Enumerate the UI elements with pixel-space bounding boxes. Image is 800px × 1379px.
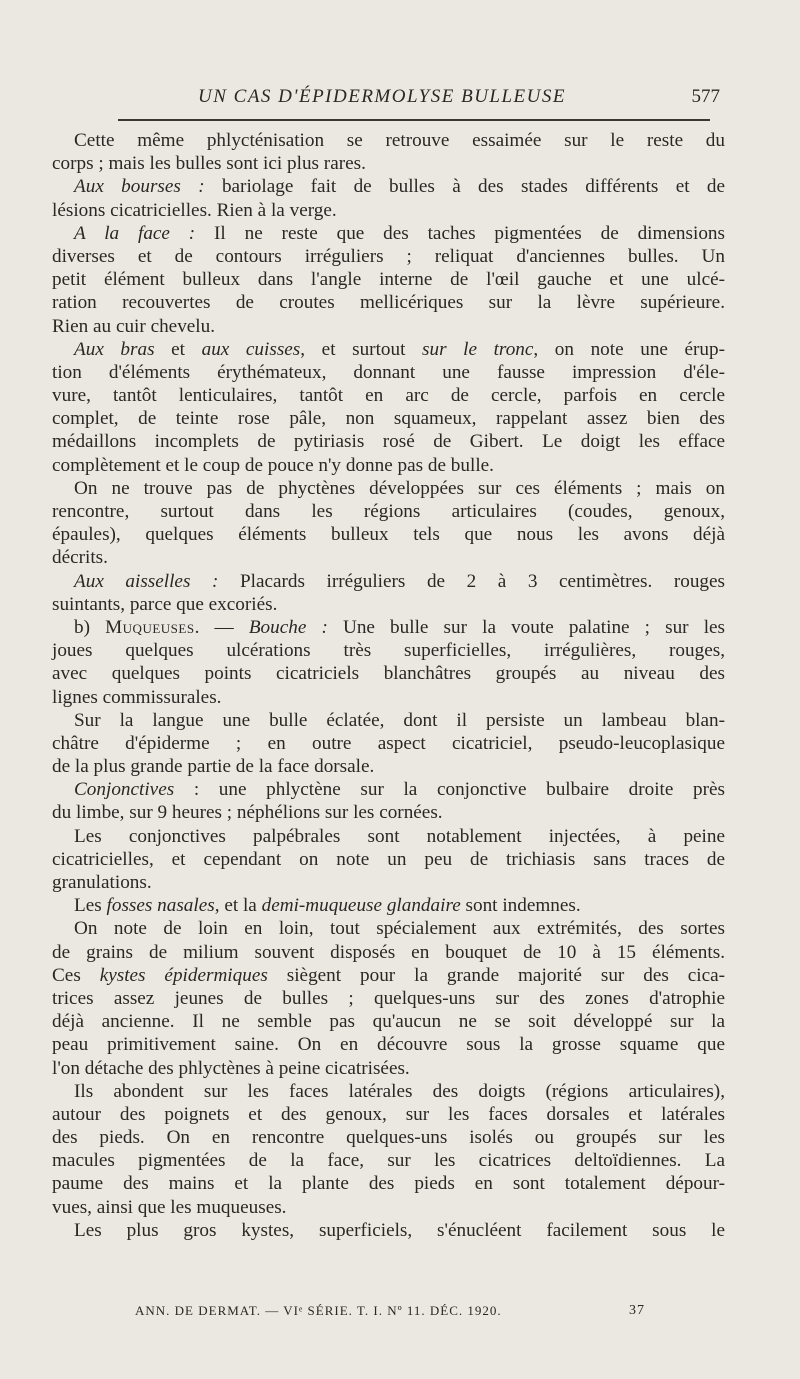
text-segment: complet, de teinte rose pâle, non squameux, rappelant assez bien des [52, 408, 725, 430]
text-segment: Rien au cuir chevelu. [52, 315, 216, 337]
text-segment: châtre d'épiderme ; en outre aspect cicatriciel, pseudo-leucoplasique [52, 732, 725, 754]
text-segment: corps ; mais les bulles sont ici plus rares. [52, 153, 366, 175]
text-line [52, 825, 725, 848]
text-line [52, 1172, 725, 1195]
text-line [52, 755, 725, 778]
text-segment: autour des poignets et des genoux, sur les faces dorsales et latérales [52, 1103, 725, 1125]
text-line [52, 1080, 725, 1103]
text-segment: Sur la langue une bulle éclatée, dont il persiste un lambeau blan- [74, 709, 725, 731]
text-segment: On ne trouve pas de phyctènes développées sur ces éléments ; mais on [74, 477, 725, 499]
text-line [52, 175, 725, 198]
text-segment: de grains de milium souvent disposés en bouquet de 10 à 15 éléments. [52, 941, 725, 963]
text-segment: rencontre, surtout dans les régions articulaires (coudes, genoux, [52, 501, 725, 522]
text-segment: Les plus gros kystes, superficiels, s'énucléent facilement sous le [74, 1219, 725, 1241]
italic-term: Conjonctives [74, 779, 175, 801]
text-segment: et [154, 338, 202, 360]
text-segment: lignes commissurales. [52, 686, 222, 708]
text-segment: du limbe, sur 9 heures ; néphélions sur les cornées. [52, 802, 443, 824]
text-line [52, 709, 725, 732]
text-segment: macules pigmentées de la face, sur les cicatrices deltoïdiennes. La [52, 1150, 725, 1172]
italic-term: kystes épidermiques [99, 964, 268, 986]
text-line [52, 1219, 725, 1242]
text-line [52, 1033, 725, 1056]
text-segment: Ils abondent sur les faces latérales des doigts (régions articulaires), [74, 1080, 725, 1102]
text-line [52, 894, 725, 917]
italic-term: sur le tronc [422, 338, 534, 360]
italic-term: Aux aisselles : [74, 570, 219, 592]
text-line [52, 1196, 725, 1219]
text-segment: l'on détache des phlyctènes à peine cicatrisées. [52, 1057, 410, 1079]
text-segment: complètement et le coup de pouce n'y donne pas de bulle. [52, 454, 494, 476]
text-line [52, 964, 725, 987]
text-segment: petit élément bulleux dans l'angle interne de l'œil gauche et une ulcé- [52, 269, 725, 291]
text-segment: avec quelques points cicatriciels blanchâtres groupés au niveau des [52, 663, 725, 685]
text-line [52, 1126, 725, 1149]
text-segment: ration recouvertes de croutes mellicériques sur la lèvre supérieure. [52, 292, 725, 314]
text-line [52, 430, 725, 453]
text-segment: décrits. [52, 547, 108, 569]
footer-journal-ref: ANN. DE DERMAT. — VIᵉ SÉRIE. T. I. Nº 11. DÉC. 1920. [135, 1303, 502, 1318]
text-line [52, 268, 725, 291]
italic-term: aux cuisses [201, 338, 301, 360]
text-line [52, 361, 725, 384]
text-line [52, 1010, 725, 1033]
header-rule [118, 119, 710, 121]
text-segment: siègent pour la grande majorité sur des cica- [267, 964, 725, 986]
body-text [52, 129, 725, 1242]
text-segment: , on note une érup- [533, 338, 726, 360]
text-segment: sont indemnes. [460, 895, 581, 917]
text-line [52, 245, 725, 268]
text-line [52, 129, 725, 152]
text-line [52, 593, 725, 616]
italic-term: Aux bras [74, 338, 155, 360]
text-line [52, 778, 725, 801]
text-line [52, 871, 725, 894]
text-segment: lésions cicatricielles. Rien à la verge. [52, 199, 337, 221]
running-header [52, 86, 720, 116]
text-segment: diverses et de contours irréguliers ; reliquat d'anciennes bulles. Un [52, 245, 725, 267]
text-segment: peau primitivement saine. On en découvre sous la grosse squame que [52, 1034, 725, 1056]
text-line [52, 199, 725, 222]
text-line [52, 338, 725, 361]
text-segment: Ces [52, 964, 100, 986]
text-line [52, 1057, 725, 1080]
text-line [52, 848, 725, 871]
text-segment: vure, tantôt lenticulaires, tantôt en arc de cercle, parfois en cercle [52, 385, 725, 407]
text-line [52, 384, 725, 407]
text-segment: : une phlyctène sur la conjonctive bulbaire droite près [174, 779, 725, 801]
footer-signature-number: 37 [629, 1303, 645, 1318]
small-caps-heading: Muqueuses [105, 616, 195, 638]
text-segment: , et la [214, 895, 262, 917]
running-title: UN CAS D'ÉPIDERMOLYSE BULLEUSE [198, 86, 566, 107]
text-line [52, 987, 725, 1010]
text-segment: Cette même phlycténisation se retrouve essaimée sur le reste du [74, 130, 725, 151]
text-segment: , et surtout [300, 338, 423, 360]
text-line [52, 1149, 725, 1172]
text-line [52, 570, 725, 593]
text-line [52, 639, 725, 662]
text-line [52, 1103, 725, 1126]
text-segment: paume des mains et la plante des pieds en sont totalement dépour- [52, 1173, 725, 1195]
text-line [52, 222, 725, 245]
italic-term: demi-muqueuse glandaire [261, 895, 461, 917]
text-segment: de la plus grande partie de la face dorsale. [52, 756, 375, 778]
text-segment: joues quelques ulcérations très superficielles, irrégulières, rouges, [52, 640, 725, 662]
text-line [52, 454, 725, 477]
text-segment: bariolage fait de bulles à des stades différents et de [204, 176, 725, 198]
text-segment: déjà ancienne. Il ne semble pas qu'aucun ne se soit développé sur la [52, 1011, 725, 1033]
italic-term: fosses nasales [106, 895, 215, 917]
italic-term: Aux bourses : [74, 176, 205, 198]
text-segment: granulations. [52, 872, 152, 893]
text-segment: suintants, parce que excoriés. [52, 593, 278, 615]
text-line [52, 801, 725, 824]
text-segment: . — [194, 616, 249, 638]
text-segment: épaules), quelques éléments bulleux tels que nous les avons déjà [52, 524, 725, 546]
text-line [52, 616, 725, 639]
text-line [52, 152, 725, 175]
text-segment: Placards irréguliers de 2 à 3 centimètres. rouges [218, 570, 725, 592]
text-segment: trices assez jeunes de bulles ; quelques-uns sur des zones d'atrophie [52, 987, 725, 1009]
text-segment: Les conjonctives palpébrales sont notablement injectées, à peine [74, 825, 725, 847]
text-segment: vues, ainsi que les muqueuses. [52, 1196, 287, 1218]
text-line [52, 291, 725, 314]
italic-term: Bouche : [248, 616, 328, 638]
page-number: 577 [691, 86, 720, 107]
text-segment: Une bulle sur la voute palatine ; sur les [327, 616, 726, 638]
text-line [52, 732, 725, 755]
text-segment: des pieds. On en rencontre quelques-uns isolés ou groupés sur les [52, 1127, 725, 1149]
text-line [52, 523, 725, 546]
text-segment: b) [74, 616, 106, 638]
text-segment: cicatricielles, et cependant on note un peu de trichiasis sans traces de [52, 848, 725, 870]
text-line [52, 315, 725, 338]
text-segment: tion d'éléments érythémateux, donnant une fausse impression d'éle- [52, 361, 725, 383]
text-segment: On note de loin en loin, tout spécialement aux extrémités, des sortes [74, 918, 725, 940]
text-line [52, 917, 725, 940]
text-segment: Il ne reste que des taches pigmentées de dimensions [195, 222, 725, 244]
italic-term: A la face : [74, 222, 196, 244]
text-line [52, 941, 725, 964]
text-line [52, 686, 725, 709]
text-segment: médaillons incomplets de pytiriasis rosé de Gibert. Le doigt les efface [52, 431, 725, 453]
text-line [52, 662, 725, 685]
text-line [52, 407, 725, 430]
text-line [52, 546, 725, 569]
text-line [52, 500, 725, 523]
text-segment: Les [74, 895, 107, 917]
text-line [52, 477, 725, 500]
